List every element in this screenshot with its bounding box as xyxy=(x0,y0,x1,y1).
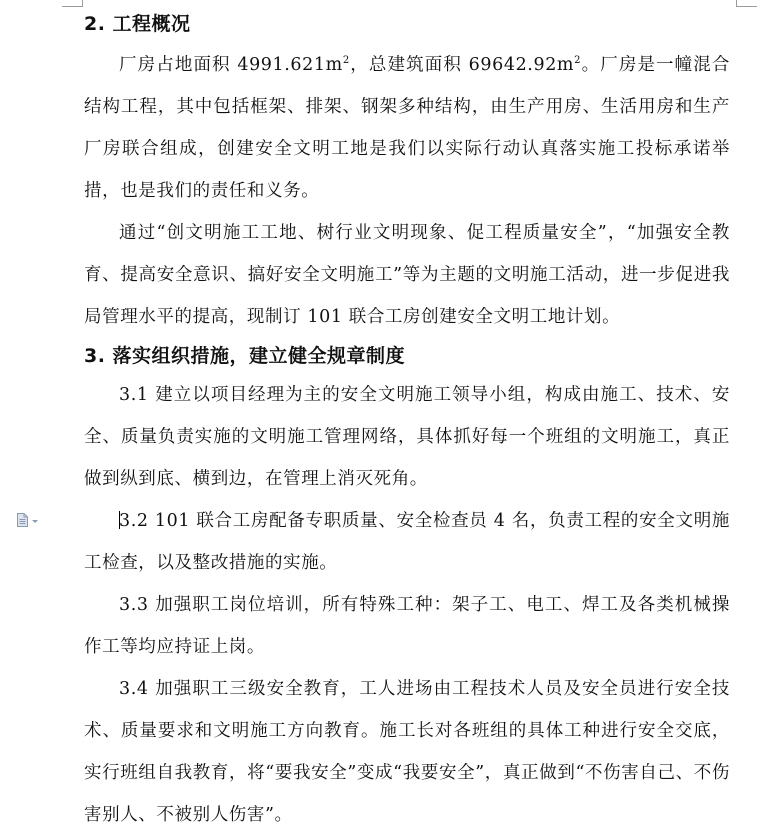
item-3-2-text: 3.2 101 联合工房配备专职质量、安全检查员 4 名，负责工程的安全文明施工检查，以及整改措施的实施。 xyxy=(84,511,730,573)
building-area-text: ，总建筑面积 69642.92m xyxy=(349,55,575,75)
section-2-paragraph-2: 通过“创文明施工工地、树行业文明现象、促工程质量安全”，“加强安全教育、提高安全意识、搞好安全文明施工”等为主题的文明施工活动，进一步促进我局管理水平的提高，现制订 101 联合工房创建安全文明工地计划。 xyxy=(84,223,730,327)
section-3-heading: 3. 落实组织措施，建立健全规章制度 xyxy=(84,345,406,367)
item-3-3: 3.3 加强职工岗位培训，所有特殊工种：架子工、电工、焊工及各类机械操作工等均应持证上岗。 xyxy=(84,595,730,657)
section-2-heading: 2. 工程概况 xyxy=(84,13,191,35)
page-corner-mark-left xyxy=(62,0,83,7)
area-text: 厂房占地面积 4991.621m xyxy=(119,55,343,75)
superscript-2: 2 xyxy=(342,55,350,67)
item-3-4: 3.4 加强职工三级安全教育，工人进场由工程技术人员及安全员进行安全技术、质量要求和文明施工方向教育。施工长对各班组的具体工种进行安全交底，实行班组自我教育，将“要我安全”变成“我要安全”，真正做到“不伤害自己、不伤害别人、不被别人伤害”。 xyxy=(84,679,730,825)
superscript-2: 2 xyxy=(574,55,582,67)
item-3-2 xyxy=(84,500,730,584)
paragraph-marker[interactable] xyxy=(17,513,38,527)
paragraph-remainder: 。厂房是一幢混合结构工程，其中包括框架、排架、钢架多种结构，由生产用房、生活用房和生产厂房联合组成，创建安全文明工地是我们以实际行动认真落实施工投标承诺举措，也是我们的责任和义务。 xyxy=(84,55,730,201)
section-2-paragraph-1 xyxy=(84,44,730,212)
item-3-1: 3.1 建立以项目经理为主的安全文明施工领导小组，构成由施工、技术、安全、质量负责实施的文明施工管理网络，具体抓好每一个班组的文明施工，真正做到纵到底、横到边，在管理上消灭死角。 xyxy=(84,385,730,489)
document-body[interactable] xyxy=(84,6,730,836)
page-corner-mark-right xyxy=(736,0,757,7)
document-icon xyxy=(17,513,28,527)
chevron-down-icon[interactable] xyxy=(32,520,38,523)
